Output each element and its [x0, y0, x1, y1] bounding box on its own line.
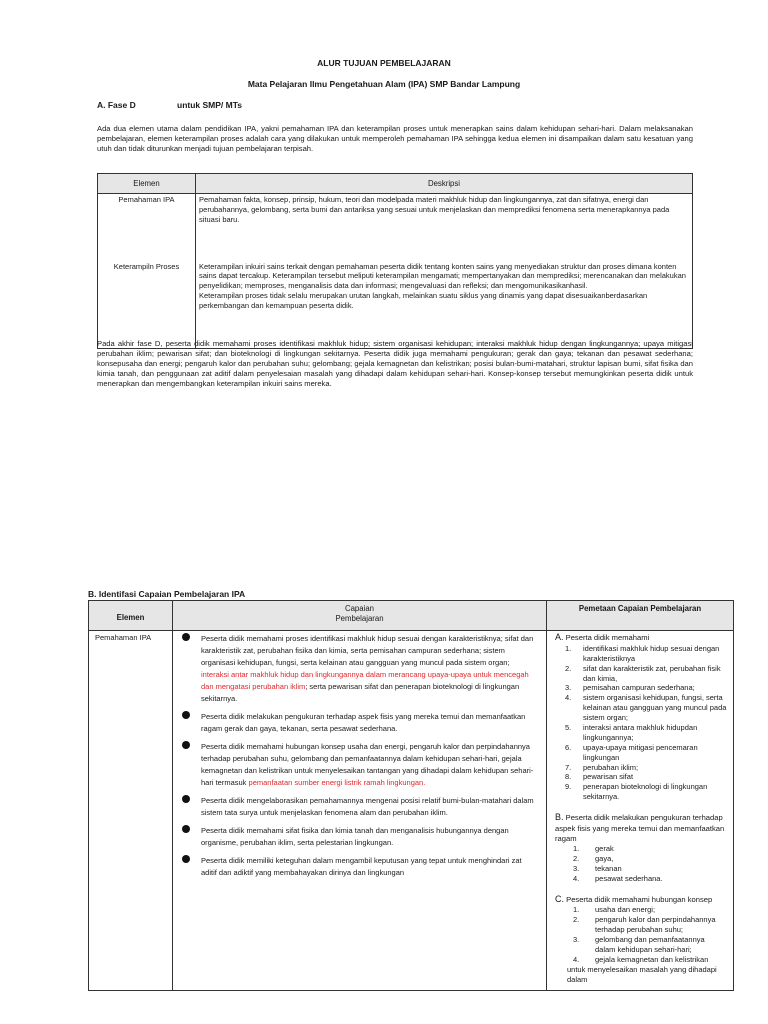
capaian-bullet [173, 631, 546, 709]
list-item: 7. perubahan iklim; [565, 762, 639, 772]
bullet-dot-icon [182, 711, 190, 719]
elements-table-header-elemen: Elemen [98, 174, 196, 194]
highlight-red-text: pemanfaatan sumber energi listrik ramah lingkungan. [248, 778, 426, 787]
elements-table [97, 173, 693, 349]
list-item: 9. penerapan bioteknologi di lingkungan sekitarnya. [565, 782, 708, 802]
capaian-table-header-elemen: Elemen [89, 601, 173, 631]
pemetaan-group-c [547, 888, 733, 989]
pemetaan-group-a [547, 631, 733, 806]
capaian-table [88, 600, 734, 991]
list-item: 1. usaha dan energi; [573, 905, 656, 915]
doc-subtitle: Mata Pelajaran Ilmu Pengetahuan Alam (IPA) SMP Bandar Lampung [247, 79, 521, 89]
phase-d-paragraph: Pada akhir fase D, peserta didik memahami proses identifikasi makhluk hidup; sistem organisasi kehidupan; interaksi makhluk hidup dengan lingkungannya; upaya mitigasi perubahan iklim; pewarisan sifat; dan bioteknologi di lingkungan sekitarnya. Peserta didik juga memahami pengukuran; gerak dan gaya; tekanan dan pesawat sederhana; konsepusaha dan energi; pengaruh kalor dan perubahan suhu; gelombang; gejala kemagnetan dan kelistrikan; posisi bulan-bumi-matahari, struktur lapisan bumi, sifat fisika dan kimia tanah, dan penggunaan zat aditif dalam penyelesaian masalah yang dihadapi dalam kehidupan sehari-hari. Konsep-konsep tersebut memungkinkan peserta didik untuk menerapkan dan mengembangkan keterampilan inkuiri sains mereka. [97, 339, 693, 389]
list-item: 2. sifat dan karakteristik zat, perubahan fisik dan kimia, [565, 663, 721, 683]
capaian-bullet [173, 709, 546, 739]
bullet-text: Peserta didik mengelaborasikan pemahamannya mengenai posisi relatif bumi-bulan-matahari dalam sistem tata surya untuk menjelaskan fenomena alam dan perubahan iklim. [201, 796, 534, 817]
elemen-name: Pemahaman IPA [95, 633, 152, 642]
capaian-cell-bullets [173, 631, 547, 991]
bullet-dot-icon [182, 855, 190, 863]
elements-table-cell-elemen: Pemahaman IPA [98, 194, 196, 261]
capaian-header-line-1: Capaian [344, 604, 375, 613]
group-lead: Peserta didik memahami [565, 633, 650, 642]
capaian-cell-elemen [89, 631, 173, 991]
list-item: 1. identifikasi makhluk hidup sesuai dengan karakteristiknya [565, 643, 720, 663]
capaian-table-header-pemetaan: Pemetaan Capaian Pembelajaran [547, 601, 734, 631]
bullet-dot-icon [182, 825, 190, 833]
elements-table-cell-deskripsi: Pemahaman fakta, konsep, prinsip, hukum, teori dan modelpada materi makhluk hidup dan lingkungannya, zat dan sifatnya, energi dan perubahannya, gelombang, serta bumi dan antariksa yang sesuai untuk menjelaskan dan memprediksi fenomena serta menerapkannya pada situasi baru. [196, 194, 693, 261]
group-list [555, 844, 727, 884]
list-item: 4. gejala kemagnetan dan kelistrikan [573, 954, 709, 964]
section-a-value: untuk SMP/ MTs [177, 100, 243, 110]
group-lead: Peserta didik melakukan pengukuran terhadap aspek fisis yang mereka temui dan memanfaatkan ragam [555, 813, 725, 844]
bullet-text: Peserta didik memiliki keteguhan dalam mengambil keputusan yang tepat untuk menghindari zat aditif dan adiktif yang membahayakan dirinya dan lingkungan [201, 856, 522, 877]
elements-table-cell-elemen: Keterampiln Proses [98, 261, 196, 349]
bullet-text: Peserta didik memahami hubungan konsep usaha dan energi, pengaruh kalor dan perpindahannya terhadap perubahan suhu, gelombang dan pemanfaatannya dalam kehidupan sehari-hari, gejala kemagnetan dan kelistrikan untuk menyelesaikan tantangan yang dihadapi dalam kehidupan sehari-hari termasuk pemanfaatan sumber energi listrik ramah lingkungan. [201, 742, 534, 787]
capaian-bullet [173, 793, 546, 823]
bullet-dot-icon [182, 633, 190, 641]
group-letter: B. [555, 812, 564, 823]
list-item: 4. pesawat sederhana. [573, 873, 663, 883]
deskripsi-part-2: Keterampilan proses tidak selalu merupakan urutan langkah, melainkan suatu siklus yang dinamis yang dapat disesuaikanberdasarkan perkembangan dan kemampuan peserta didik. [199, 291, 648, 311]
group-lead: Peserta didik memahami hubungan konsep [566, 894, 713, 904]
group-list [555, 905, 727, 964]
list-item: 2. pengaruh kalor dan perpindahannya terhadap perubahan suhu; [573, 915, 716, 935]
list-item: 3. tekanan [573, 863, 622, 873]
list-item: 3. gelombang dan pemanfaatannya dalam kehidupan sehari-hari; [573, 935, 705, 955]
capaian-bullet [173, 739, 546, 793]
group-tail: untuk menyelesaikan masalah yang dihadapi dalam [567, 964, 717, 984]
section-b-heading: B. Identifasi Capaian Pembelajaran IPA [88, 589, 246, 599]
list-item: 8. pewarisan sifat [565, 772, 634, 782]
list-item: 2. gaya, [573, 853, 614, 863]
list-item: 4. sistem organisasi kehidupan, fungsi, serta kelainan atau gangguan yang muncul pada sistem organ; [565, 693, 727, 723]
doc-title: ALUR TUJUAN PEMBELAJARAN [317, 58, 451, 68]
section-a-heading [97, 100, 242, 111]
group-list [555, 644, 727, 802]
list-item: 1. gerak [573, 844, 614, 854]
list-item: 3. pemisahan campuran sederhana; [565, 683, 695, 693]
elements-table-cell-deskripsi [196, 261, 693, 349]
capaian-bullet [173, 853, 546, 883]
list-item: 6. upaya-upaya mitigasi pencemaran lingkungan [565, 742, 698, 762]
capaian-table-header-capaian [173, 601, 547, 631]
capaian-bullet [173, 823, 546, 853]
bullet-dot-icon [182, 795, 190, 803]
capaian-header-line-2: Pembelajaran [335, 613, 384, 623]
bullet-text: Peserta didik memahami proses identifikasi makhluk hidup sesuai dengan karakteristiknya; sifat dan karakteristik zat, perubahan fisika dan kimia, serta pemisahan campuran sederhana; sistem organisasi kehidupan, fungsi, serta kelainan atau gangguan yang muncul pada sistem organ; interaksi antar makhluk hidup dan lingkungannya dalam merancang upaya-upaya untuk mencegah dan mengatasi perubahan iklim; serta pewarisan sifat dan penerapan bioteknologi di lingkungan sekitarnya. [201, 634, 534, 703]
deskripsi-part-1: Keterampilan inkuiri sains terkait dengan pemahaman peserta didik tentang konten sains yang menyediakan struktur dan proses dimana konten sains dapat tercakup. Keterampilan tersebut meliputi keterampilan mengamati; mempertanyakan dan memprediksi; merencanakan dan melakukan penyelidikan; memproses, menganalisis data dan informasi; mengevaluasi dan refleksi; dan mengomunikasikanhasil. [199, 261, 686, 291]
bullet-text: Peserta didik melakukan pengukuran terhadap aspek fisis yang mereka temui dan memanfaatkan ragam gerak dan gaya, tekanan, serta pesawat sederhana. [201, 712, 526, 733]
group-letter: C. [555, 893, 564, 904]
section-a-label: A. Fase D [97, 100, 136, 110]
intro-paragraph: Ada dua elemen utama dalam pendidikan IPA, yakni pemahaman IPA dan keterampilan proses untuk menerapkan sains dalam kehidupan sehari-hari. Dalam melaksanakan pembelajaran, elemen keterampilan proses adalah cara yang dilakukan untuk memperoleh pemahaman IPA sehingga kedua elemen ini disampaikan dalam satu kesatuan yang utuh dan tidak diturunkan menjadi tujuan pembelajaran terpisah. [97, 124, 693, 154]
group-letter: A. [555, 632, 564, 642]
highlight-red-text: interaksi antar makhluk hidup dan lingkungannya dalam merancang upaya-upaya untuk mencegah dan mengatasi perubahan iklim [201, 670, 529, 691]
pemetaan-group-b [547, 806, 733, 887]
list-item: 5. interaksi antara makhluk hidupdan lingkungannya; [565, 723, 698, 742]
bullet-text: Peserta didik memahami sifat fisika dan kimia tanah dan menganalisis hubungannya dengan organisme, perubahan iklim, serta pelestarian lingkungan. [201, 826, 509, 847]
elements-table-header-deskripsi: Deskripsi [196, 174, 693, 194]
bullet-dot-icon [182, 741, 190, 749]
pemetaan-cell [547, 631, 734, 991]
